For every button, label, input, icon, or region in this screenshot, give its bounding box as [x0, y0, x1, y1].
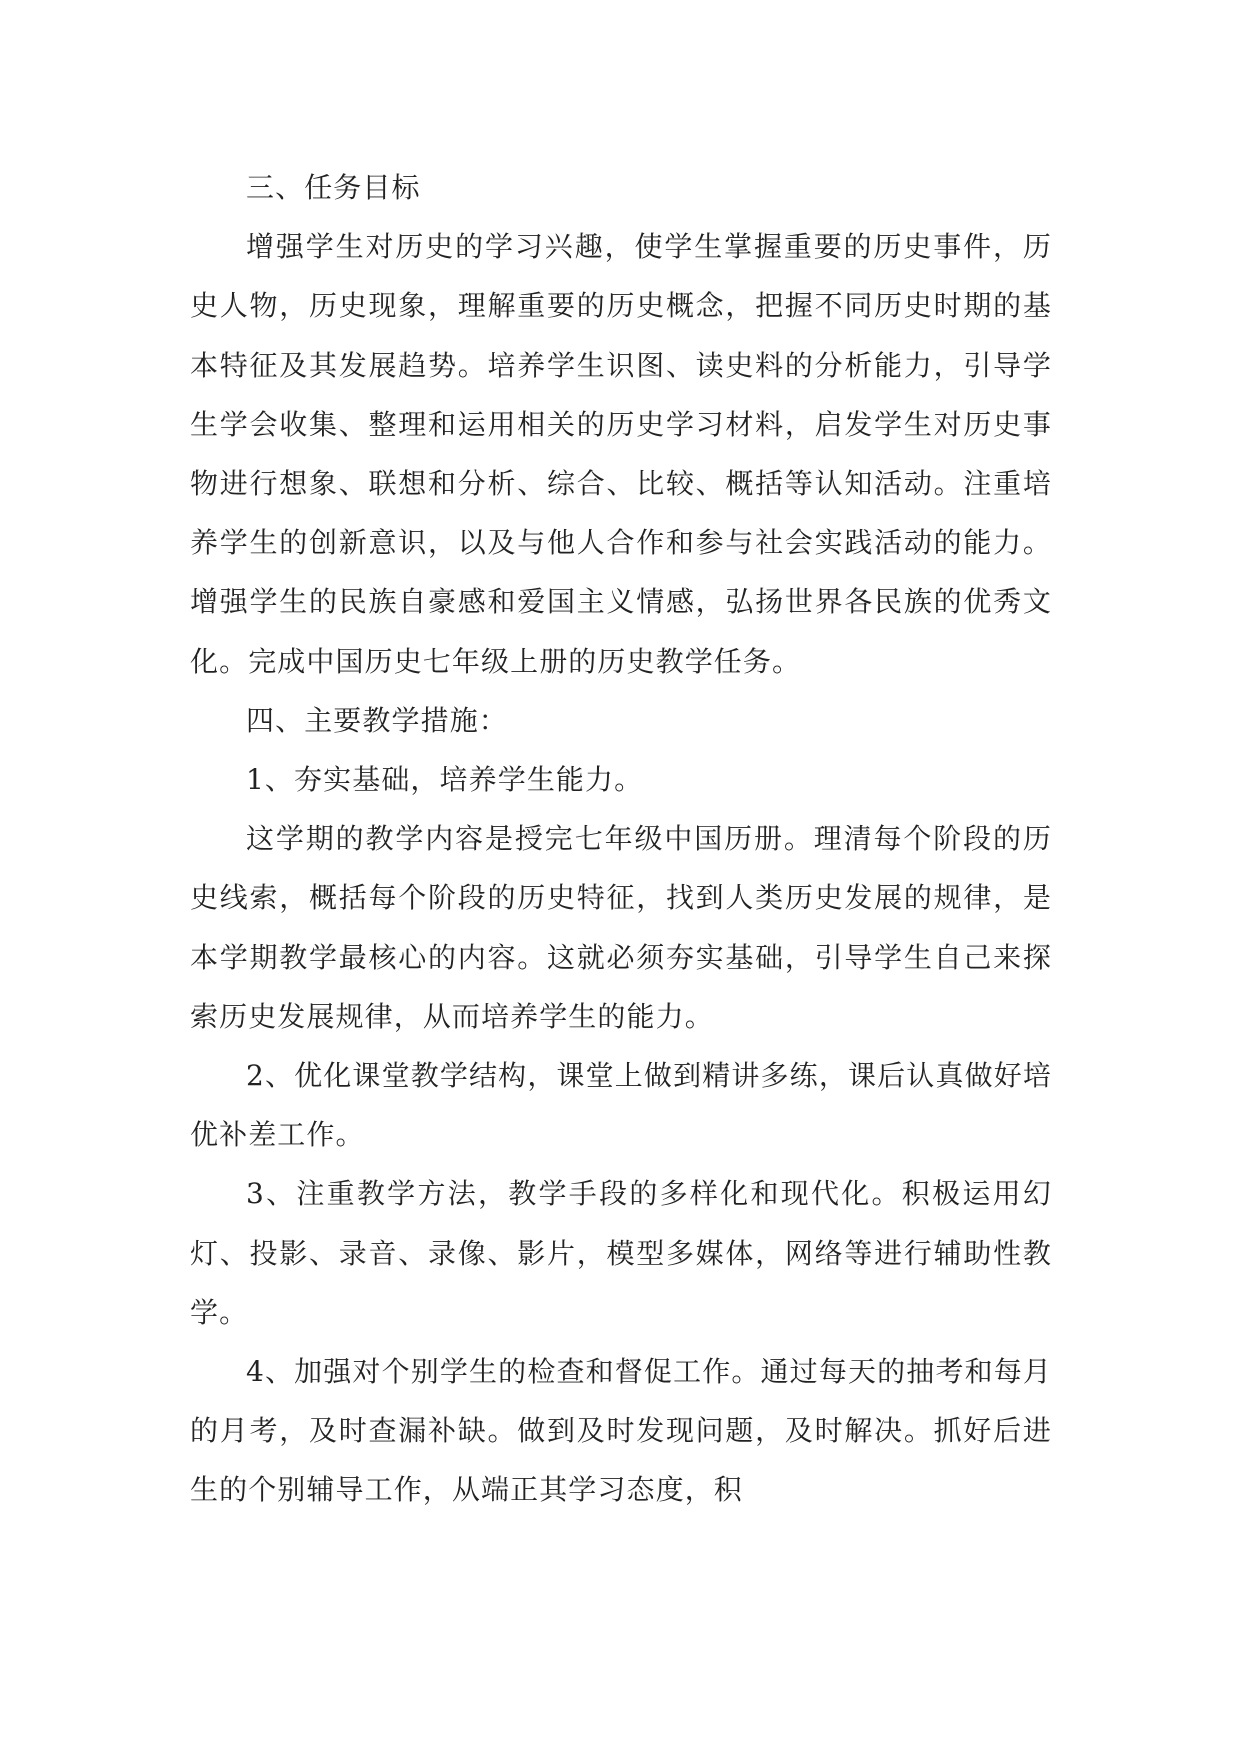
measure-3: 3、注重教学方法，教学手段的多样化和现代化。积极运用幻灯、投影、录音、录像、影片，模型多媒体，网络等进行辅助性教学。 — [190, 1177, 1052, 1329]
measure-4: 4、加强对个别学生的检查和督促工作。通过每天的抽考和每月的月考，及时查漏补缺。做到及时发现问题，及时解决。抓好后进生的个别辅导工作，从端正其学习态度，积 — [190, 1355, 1052, 1507]
paragraph-task-goals: 增强学生对历史的学习兴趣，使学生掌握重要的历史事件，历史人物，历史现象，理解重要的历史概念，把握不同历史时期的基本特征及其发展趋势。培养学生识图、读史料的分析能力，引导学生学会收集、整理和运用相关的历史学习材料，启发学生对历史事物进行想象、联想和分析、综合、比较、概括等认知活动。注重培养学生的创新意识，以及与他人合作和参与社会实践活动的能力。增强学生的民族自豪感和爱国主义情感，弘扬世界各民族的优秀文化。完成中国历史七年级上册的历史教学任务。 — [190, 230, 1052, 678]
measure-1-heading: 1、夯实基础，培养学生能力。 — [246, 763, 644, 797]
measure-2: 2、优化课堂教学结构，课堂上做到精讲多练，课后认真做好培优补差工作。 — [190, 1059, 1052, 1152]
paragraph-measure-1: 这学期的教学内容是授完七年级中国历册。理清每个阶段的历史线索，概括每个阶段的历史特征，找到人类历史发展的规律，是本学期教学最核心的内容。这就必须夯实基础，引导学生自己来探索历史发展规律，从而培养学生的能力。 — [190, 822, 1052, 1033]
section-heading-task-goals: 三、任务目标 — [246, 171, 421, 204]
document-body — [190, 158, 1052, 1520]
section-heading-teaching-measures: 四、主要教学措施： — [246, 703, 508, 737]
